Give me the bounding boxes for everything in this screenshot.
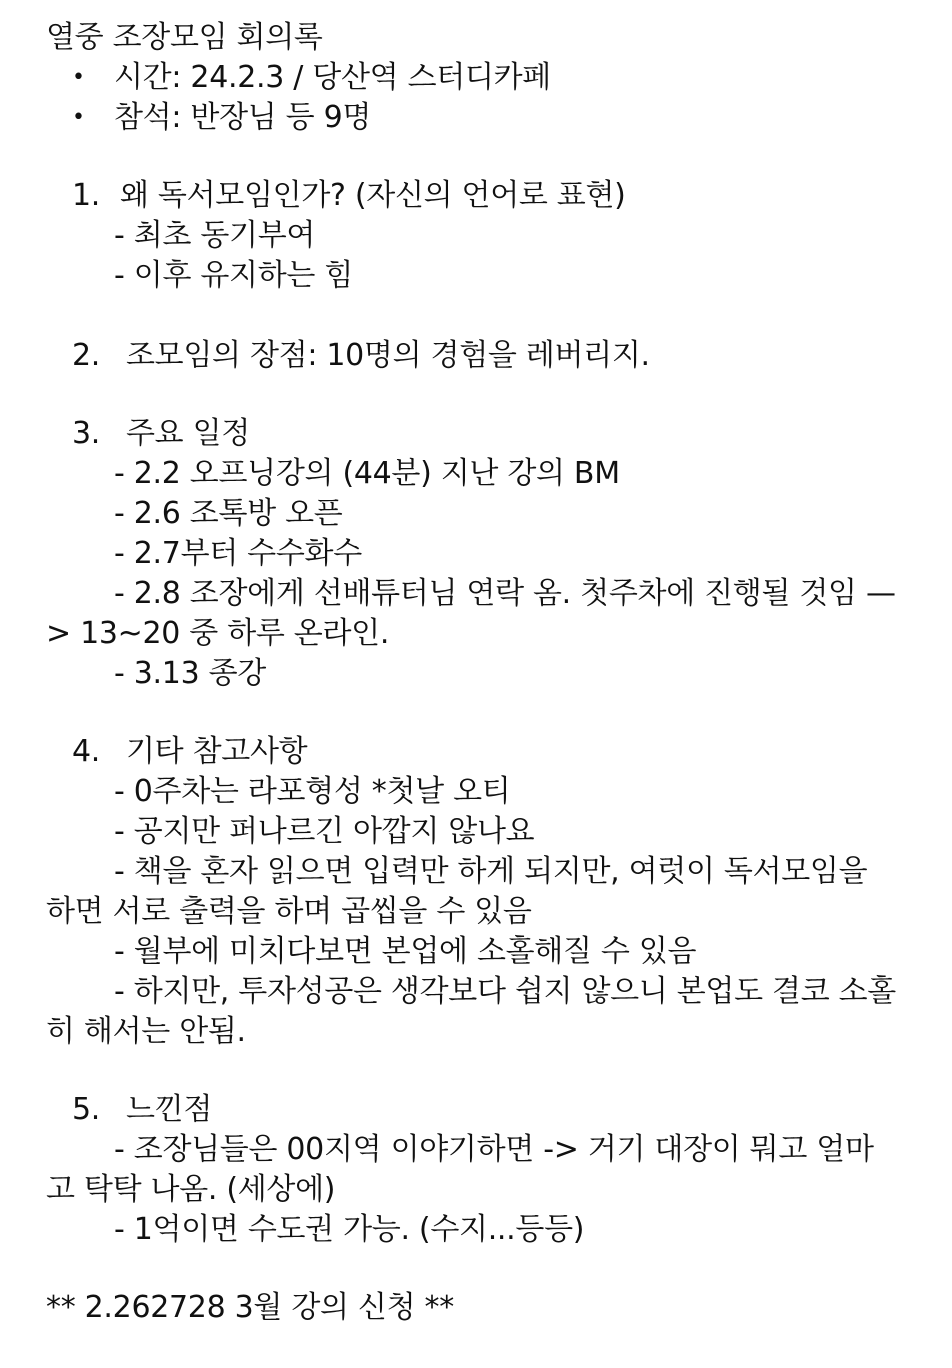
section-line: - 3.13 종강	[114, 656, 266, 691]
bullet-marker: •	[72, 65, 85, 90]
section-heading: 주요 일정	[126, 416, 250, 451]
section-line-continuation: > 13~20 중 하루 온라인.	[46, 616, 390, 651]
section-line-continuation: 하면 서로 출력을 하며 곱씹을 수 있음	[46, 894, 532, 929]
section-line: - 최초 동기부여	[114, 218, 316, 253]
section-line: - 1억이면 수도권 가능. (수지...등등)	[114, 1212, 585, 1247]
section-number: 2.	[72, 338, 101, 373]
meeting-time-location: 시간: 24.2.3 / 당산역 스터디카페	[114, 60, 551, 95]
section-line: - 0주차는 라포형성 *첫날 오티	[114, 774, 511, 809]
section-number: 4.	[72, 734, 101, 769]
section-line: - 2.8 조장에게 선배튜터님 연락 옴. 첫주차에 진행될 것임 —	[114, 576, 896, 611]
section-line: - 공지만 퍼나르긴 아깝지 않나요	[114, 814, 535, 849]
section-line: - 하지만, 투자성공은 생각보다 쉽지 않으니 본업도 결코 소홀	[114, 974, 896, 1009]
section-heading: 기타 참고사항	[126, 734, 308, 769]
footer-note: ** 2.262728 3월 강의 신청 **	[46, 1290, 454, 1325]
section-line: - 조장님들은 00지역 이야기하면 -> 거기 대장이 뭐고 얼마	[114, 1132, 874, 1167]
section-line-continuation: 고 탁탁 나옴. (세상에)	[46, 1172, 336, 1207]
section-number: 3.	[72, 416, 101, 451]
section-number: 5.	[72, 1092, 101, 1127]
section-line: - 책을 혼자 읽으면 입력만 하게 되지만, 여럿이 독서모임을	[114, 854, 868, 889]
section-line: - 2.7부터 수수화수	[114, 536, 362, 571]
section-heading: 조모임의 장점: 10명의 경험을 레버리지.	[126, 338, 650, 373]
section-heading: 왜 독서모임인가? (자신의 언어로 표현)	[120, 178, 626, 213]
meeting-attendees: 참석: 반장님 등 9명	[114, 100, 372, 135]
section-number: 1.	[72, 178, 101, 213]
section-line: - 2.6 조톡방 오픈	[114, 496, 343, 531]
section-line: - 월부에 미치다보면 본업에 소홀해질 수 있음	[114, 934, 697, 969]
section-line: - 2.2 오프닝강의 (44분) 지난 강의 BM	[114, 456, 620, 491]
section-line: - 이후 유지하는 힘	[114, 258, 353, 293]
bullet-marker: •	[72, 105, 85, 130]
section-heading: 느낀점	[126, 1092, 213, 1127]
document-title: 열중 조장모임 회의록	[46, 20, 323, 55]
section-line-continuation: 히 해서는 안됨.	[46, 1014, 246, 1049]
